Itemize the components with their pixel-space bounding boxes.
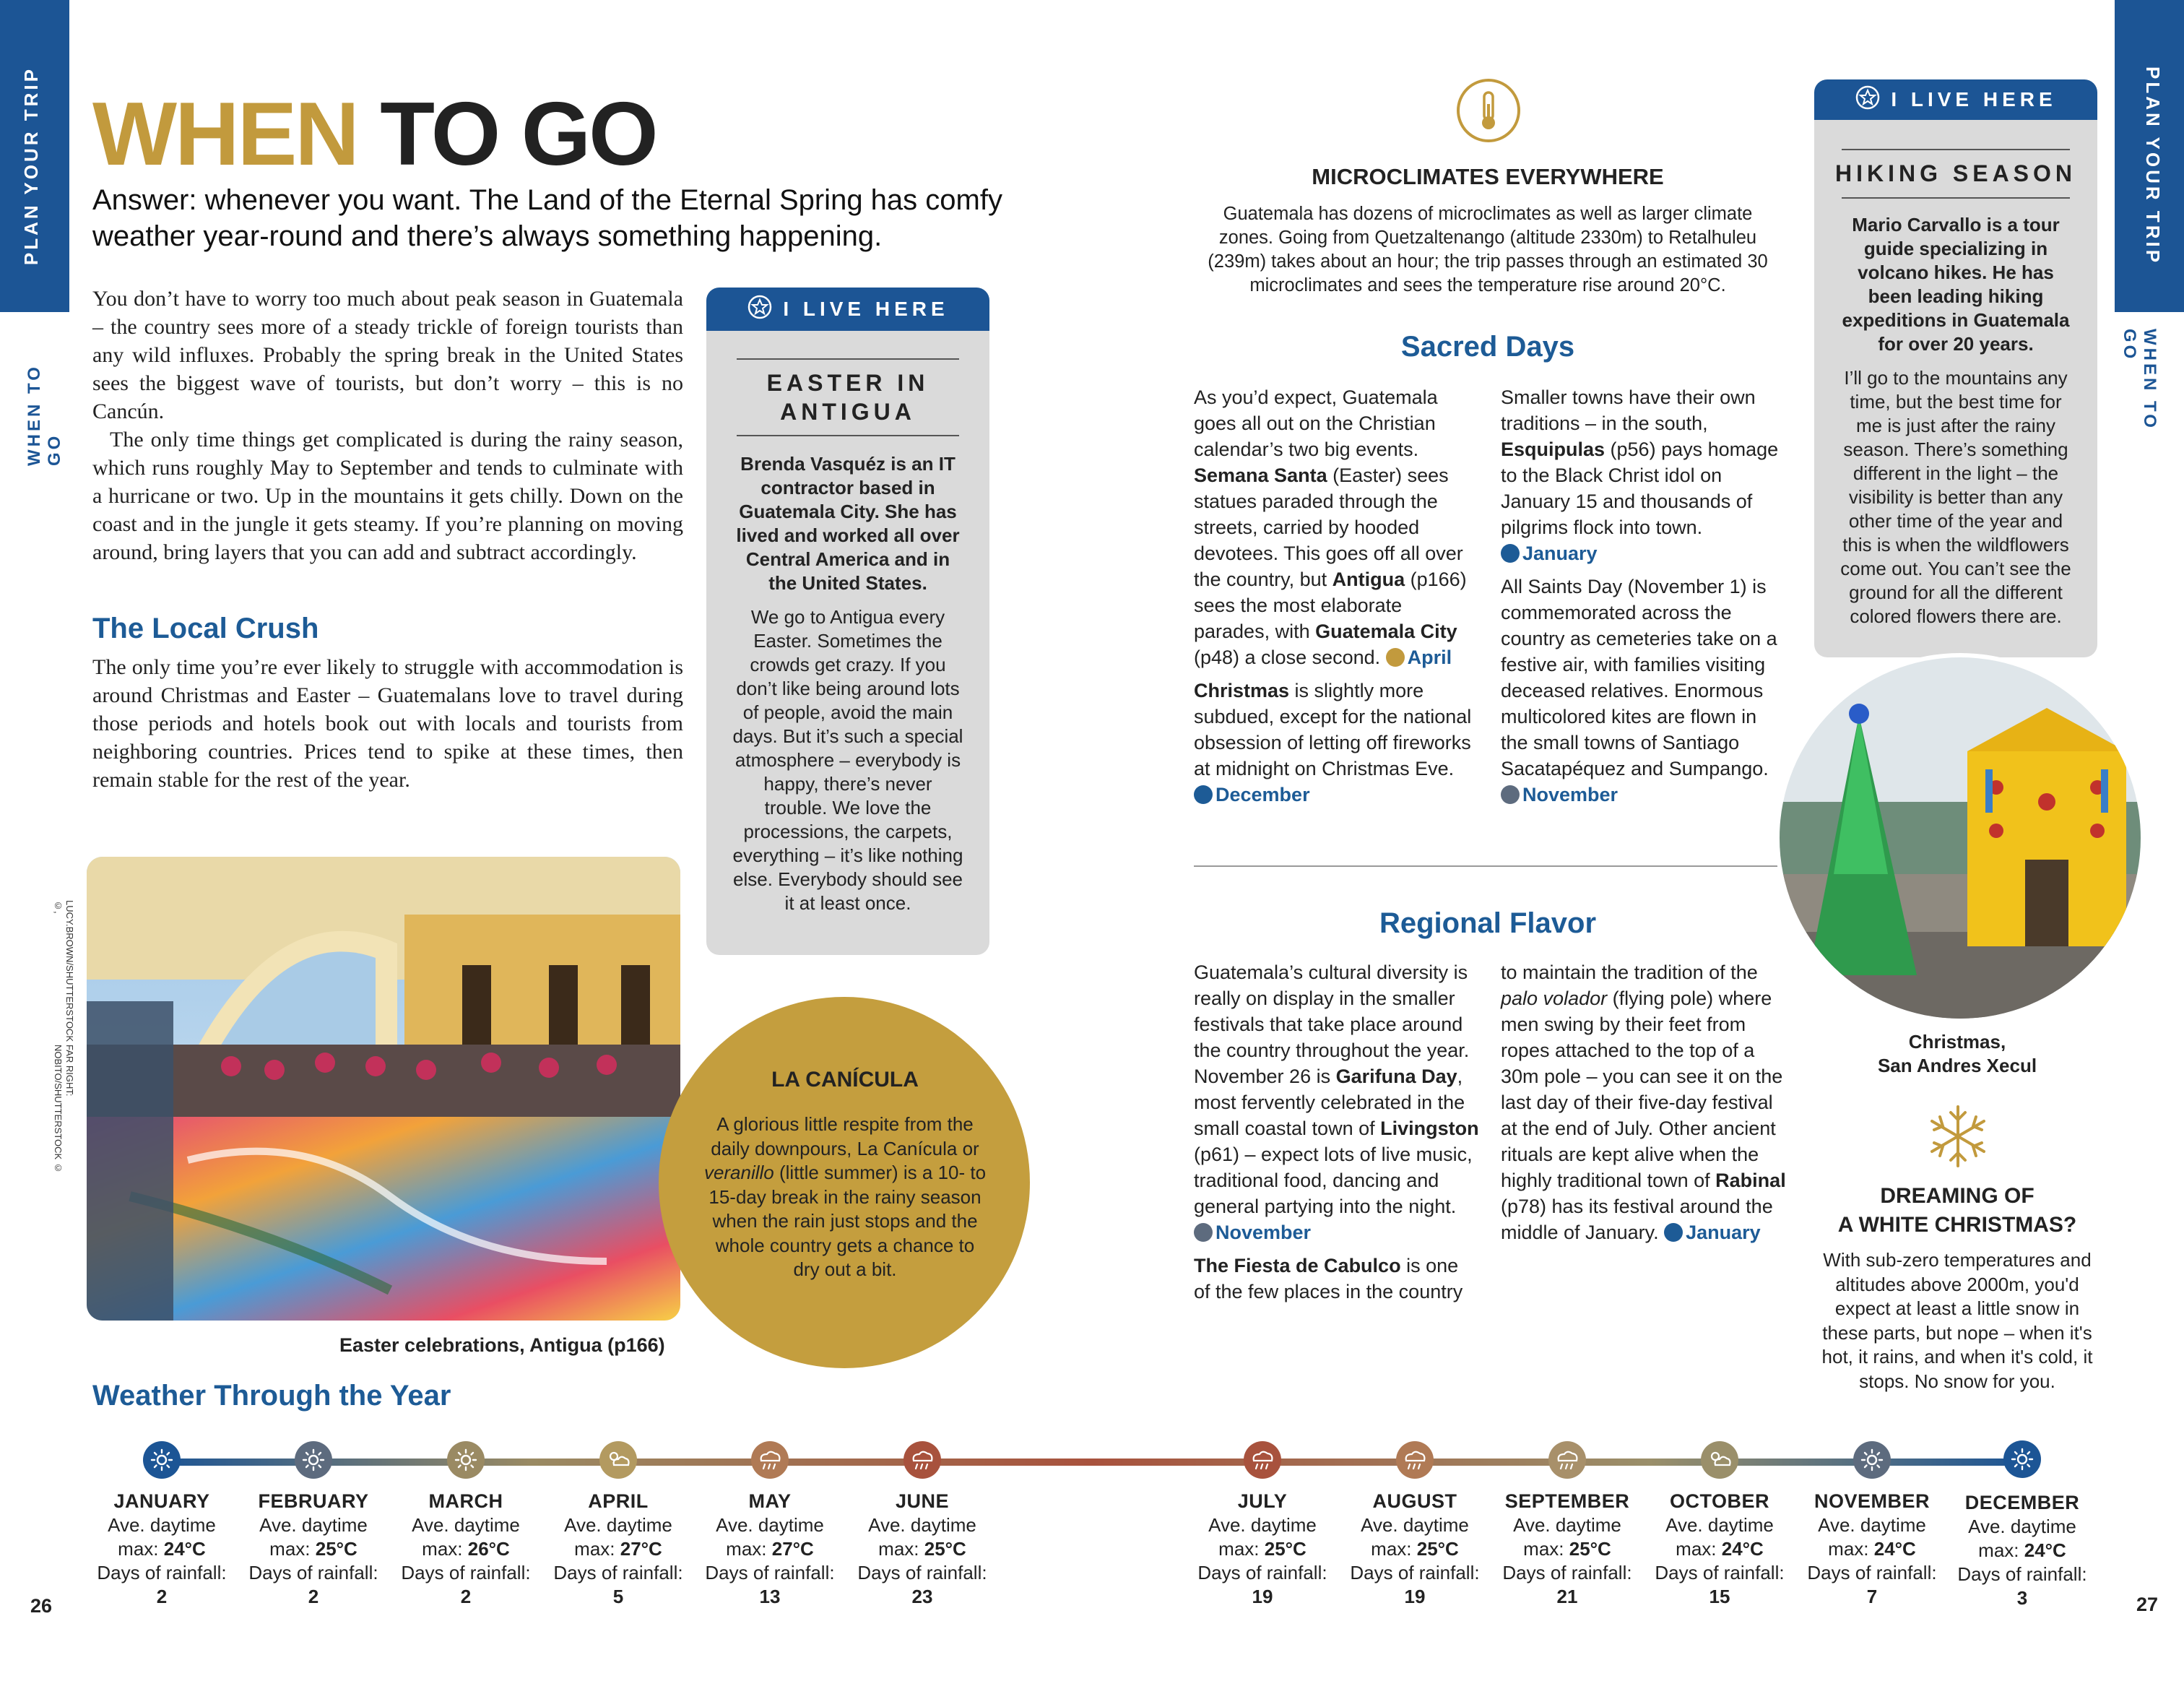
page-title: WHEN TO GO: [92, 85, 656, 184]
sun-icon: [454, 1448, 478, 1472]
month-name: DECEMBER: [1964, 1492, 2080, 1513]
live-here-title-1: EASTER IN ANTIGUA: [766, 370, 930, 425]
max-label: Ave. daytime: [1665, 1514, 1774, 1536]
sun-icon: [1194, 785, 1213, 804]
max-label: Ave. daytime: [412, 1514, 520, 1536]
weather-month-may: [698, 1490, 842, 1609]
month-name: AUGUST: [1372, 1490, 1457, 1512]
max-label: Ave. daytime: [259, 1514, 368, 1536]
weather-node-september: [1548, 1441, 1586, 1479]
live-here-bio-2: Mario Carvallo is a tour guide specializing in volcano hikes. He has been leading hiking expeditions in Guatemala for over 20 years.: [1842, 214, 2070, 355]
live-here-bio-1: Brenda Vasquéz is an IT contractor based in Guatemala City. She has lived and worked all over Central America and in the United States.: [736, 453, 960, 594]
rain-cloud-icon: [1402, 1448, 1428, 1472]
rain-label: Days of rainfall:: [1502, 1562, 1632, 1583]
rain-cloud-icon: [1249, 1448, 1275, 1472]
weather-month-july: [1190, 1490, 1335, 1609]
intro-text: [92, 285, 683, 566]
max-temp: max: 26°C: [422, 1538, 510, 1560]
sun-icon: [2010, 1447, 2034, 1472]
section-label-left: WHEN TO GO: [25, 364, 64, 466]
month-name: JUNE: [895, 1490, 950, 1512]
weather-timeline: [159, 1456, 2024, 1464]
weather-month-april: [546, 1490, 690, 1609]
rain-label: Days of rainfall:: [1957, 1563, 2087, 1585]
sun-icon: [1664, 1223, 1683, 1242]
weather-month-june: [850, 1490, 994, 1609]
rain-days: 5: [612, 1586, 624, 1607]
intro-paragraph-1: You don’t have to worry too much about peak season in Guatemala – the country sees more of a steady trickle of foreign tourists than any wild influxes. Probably the spring break in the United States sees the biggest wave of tourists, but don’t worry – this is no Cancún.: [92, 287, 683, 423]
regional-flavor-paragraph-2: The Fiesta de Cabulco is one of the few places in the country: [1194, 1255, 1463, 1302]
page-number-right: 27: [2136, 1594, 2158, 1615]
photo-caption-left: Easter celebrations, Antigua (p166): [339, 1334, 665, 1356]
weather-node-july: [1244, 1441, 1281, 1479]
rain-label: Days of rainfall:: [553, 1562, 683, 1583]
sacred-days-heading: Sacred Days: [1400, 331, 1575, 363]
max-label: Ave. daytime: [868, 1514, 976, 1536]
rain-cloud-icon: [757, 1448, 783, 1472]
weather-heading: Weather Through the Year: [92, 1380, 451, 1412]
weather-node-november: [1853, 1441, 1891, 1479]
month-name: SEPTEMBER: [1504, 1490, 1630, 1512]
max-temp: max: 25°C: [269, 1538, 358, 1560]
weather-month-august: [1343, 1490, 1487, 1609]
rain-label: Days of rainfall:: [705, 1562, 835, 1583]
weather-node-october: [1701, 1441, 1738, 1479]
rain-cloud-icon: [1554, 1448, 1580, 1472]
section-label-right: WHEN TO GO: [2120, 329, 2159, 431]
page-number-left: 26: [30, 1595, 53, 1617]
sun-icon: [1501, 785, 1520, 804]
rain-days: 2: [156, 1586, 168, 1607]
max-temp: max: 24°C: [1978, 1539, 2066, 1561]
max-temp: max: 25°C: [878, 1538, 966, 1560]
rain-days: 19: [1252, 1586, 1273, 1607]
white-christmas-text: With sub-zero temperatures and altitudes above 2000m, you'd expect at least a little snow in these parts, but nope – when it's hot, it rains, and when it's cold, it stops. No snow for you.: [1821, 1249, 2093, 1392]
sun-icon: [1860, 1448, 1884, 1472]
weather-node-may: [751, 1441, 789, 1479]
partly-cloudy-icon: [1707, 1448, 1733, 1472]
rain-label: Days of rainfall:: [97, 1562, 227, 1583]
sun-icon: [1501, 544, 1520, 563]
photo-credit: LUCY.BROWN/SHUTTERSTOCK ©, FAR RIGHT: NOBITO/SHUTTERSTOCK ©: [53, 900, 75, 1173]
partly-cloudy-icon: [1386, 648, 1405, 667]
snowflake-icon: [1925, 1104, 1990, 1169]
live-here-title-2: HIKING SEASON: [1834, 160, 2077, 186]
rain-days: 2: [460, 1586, 472, 1607]
rain-label: Days of rainfall:: [248, 1562, 378, 1583]
photo-caption-right: Christmas, San Andres Xecul: [1877, 1031, 2037, 1076]
weather-node-august: [1396, 1441, 1434, 1479]
max-temp: max: 27°C: [726, 1538, 814, 1560]
lede: Answer: whenever you want. The Land of the Eternal Spring has comfy weather year-round and there’s always something happening.: [92, 184, 1002, 252]
max-label: Ave. daytime: [564, 1514, 672, 1536]
sun-icon: [301, 1448, 326, 1472]
partly-cloudy-icon: [605, 1448, 631, 1472]
max-label: Ave. daytime: [1968, 1516, 2076, 1537]
max-temp: max: 24°C: [1676, 1538, 1764, 1560]
max-temp: max: 25°C: [1218, 1538, 1306, 1560]
live-here-header-2: I LIVE HERE: [1814, 79, 2097, 120]
rain-days: 23: [911, 1586, 933, 1607]
rain-label: Days of rainfall:: [1197, 1562, 1327, 1583]
christmas-photo: [1775, 653, 2145, 1023]
max-label: Ave. daytime: [1818, 1514, 1926, 1536]
sun-icon: [150, 1448, 174, 1472]
la-canicula-text: A glorious little respite from the daily downpours, La Canícula or veranillo (little summer) is a 10- to 15-day break in the rainy season when the rain just stops and the whole country gets a chance to dry out a bit.: [703, 1113, 987, 1280]
rain-days: 21: [1556, 1586, 1578, 1607]
month-name: APRIL: [588, 1490, 649, 1512]
max-label: Ave. daytime: [1361, 1514, 1469, 1536]
divider: [1194, 865, 1788, 867]
weather-month-february: [241, 1490, 386, 1609]
max-temp: max: 25°C: [1523, 1538, 1611, 1560]
rain-days: 19: [1404, 1586, 1426, 1607]
sacred-days-col-2: [1501, 384, 1788, 808]
weather-month-december: [1950, 1491, 2094, 1610]
side-tab-right-label: PLAN YOUR TRIP: [2142, 66, 2164, 266]
max-temp: max: 25°C: [1371, 1538, 1459, 1560]
rain-cloud-icon: [909, 1448, 935, 1472]
weather-node-january: [143, 1441, 181, 1479]
local-crush-heading: The Local Crush: [92, 613, 319, 644]
max-label: Ave. daytime: [1208, 1514, 1317, 1536]
intro-paragraph-2: The only time things get complicated is during the rainy season, which runs roughly May to September and tends to culminate with a hurricane or two. Up in the mountains it gets chilly. Down on the coast and in the jungle it gets steamy. If you’re planning on moving around, bring layers that you can add and subtract accordingly.: [92, 428, 683, 564]
sacred-days-paragraph-3: Smaller towns have their own traditions – in the south, Esquipulas (p56) pays homage to the Black Christ idol on January 15 and thousands of pilgrims flock into town. January: [1501, 386, 1779, 564]
month-name: FEBRUARY: [258, 1490, 369, 1512]
live-here-header-1: I LIVE HERE: [706, 288, 989, 331]
month-name: NOVEMBER: [1814, 1490, 1930, 1512]
max-label: Ave. daytime: [1513, 1514, 1621, 1536]
rain-days: 13: [759, 1586, 781, 1607]
rain-label: Days of rainfall:: [857, 1562, 987, 1583]
weather-month-january: [90, 1490, 234, 1609]
thermometer-icon: [1456, 78, 1521, 143]
rain-label: Days of rainfall:: [1807, 1562, 1937, 1583]
weather-month-march: [394, 1490, 538, 1609]
weather-month-november: [1800, 1490, 1944, 1609]
max-temp: max: 24°C: [118, 1538, 206, 1560]
sacred-days-col-1: [1194, 384, 1477, 808]
month-name: JULY: [1237, 1490, 1288, 1512]
la-canicula-title: LA CANÍCULA: [771, 1068, 919, 1092]
max-temp: max: 24°C: [1828, 1538, 1916, 1560]
rain-days: 15: [1709, 1586, 1730, 1607]
side-tab-left-label: PLAN YOUR TRIP: [20, 66, 42, 266]
regional-flavor-paragraph-1: Guatemala’s cultural diversity is really on display in the smaller festivals that take place around the country throughout the year. November 26 is Garifuna Day, most fervently celebrated in the small coastal town of Livingston (p61) – expect lots of live music, traditional food, dancing and general partying into the night. November: [1194, 962, 1479, 1243]
max-temp: max: 27°C: [574, 1538, 662, 1560]
sacred-days-paragraph-4: All Saints Day (November 1) is commemorated across the country as cemeteries take on a festive air, with families visiting deceased relatives. Enormous multicolored kites are flown in the small towns of Santiago Sacatapéquez and Sumpango. November: [1501, 576, 1777, 805]
star-badge-icon: [1855, 85, 1881, 116]
weather-month-october: [1647, 1490, 1792, 1609]
easter-photo: [87, 857, 680, 1321]
weather-node-march: [447, 1441, 485, 1479]
max-label: Ave. daytime: [108, 1514, 216, 1536]
microclimates-title: MICROCLIMATES EVERYWHERE: [1312, 164, 1664, 189]
live-here-box-2: [1814, 79, 2097, 657]
sacred-days-paragraph-1: As you’d expect, Guatemala goes all out on the Christian calendar’s two big events. Semana Santa (Easter) sees statues paraded through the streets, carried by hooded devotees. This goes off all over the country, but Antigua (p166) sees the most elaborate parades, with Guatemala City (p48) a close second. April: [1194, 386, 1467, 668]
live-here-quote-1: We go to Antigua every Easter. Sometimes the crowds get crazy. If you don’t like being around lots of people, avoid the main days. But it’s such a special atmosphere – everybody is happy, there’s never trouble. We love the processions, the carpets, everything – it’s like nothing else. Everybody should see it at least once.: [732, 606, 963, 914]
white-christmas-title: DREAMING OF A WHITE CHRISTMAS?: [1837, 1184, 2077, 1237]
rain-days: 2: [308, 1586, 319, 1607]
microclimates-text: Guatemala has dozens of microclimates as well as larger climate zones. Going from Quetzaltenango (altitude 2330m) to Retalhuleu (239m) takes about an hour; the trip passes through an estimated 30 microclimates and sees the temperature rise around 20°C.: [1208, 204, 1768, 295]
weather-node-april: [599, 1441, 637, 1479]
sacred-days-paragraph-2: Christmas is slightly more subdued, except for the national obsession of letting off fireworks at midnight on Christmas Eve. December: [1194, 680, 1472, 805]
local-crush-text: The only time you’re ever likely to struggle with accommodation is around Christmas and Easter – Guatemalans love to travel during those periods and hotels book out with locals and tourists from neighboring countries. Prices tend to spike at these times, then remain stable for the rest of the year.: [92, 655, 683, 792]
regional-flavor-heading: Regional Flavor: [1379, 907, 1597, 939]
rain-label: Days of rainfall:: [1655, 1562, 1785, 1583]
month-name: OCTOBER: [1669, 1490, 1769, 1512]
rain-days: 3: [2016, 1587, 2028, 1609]
live-here-quote-2: I’ll go to the mountains any time, but the best time for me is just after the rainy season. There’s something different in the light – the visibility is better than any other time of the year and this is when the wildflowers come out. You can’t see the ground for all the different colored flowers there are.: [1840, 367, 2071, 627]
month-name: MAY: [748, 1490, 792, 1512]
rain-label: Days of rainfall:: [401, 1562, 531, 1583]
weather-node-december: [2003, 1440, 2041, 1478]
rain-days: 7: [1866, 1586, 1878, 1607]
weather-node-june: [904, 1441, 941, 1479]
sun-icon: [1194, 1223, 1213, 1242]
month-name: MARCH: [428, 1490, 503, 1512]
star-badge-icon: [747, 294, 773, 325]
weather-month-september: [1495, 1490, 1639, 1609]
weather-node-february: [295, 1441, 332, 1479]
max-label: Ave. daytime: [716, 1514, 824, 1536]
regional-flavor-col-1: [1194, 959, 1479, 1305]
month-name: JANUARY: [113, 1490, 210, 1512]
regional-flavor-col-2: to maintain the tradition of the palo volador (flying pole) where men swing by their feet from ropes attached to the top of a 30m pole – you can see it on the last day of their five-day festival at the end of July. Other ancient rituals are kept alive when the highly traditional town of Rabinal (p78) has its festival around the middle of January. January: [1501, 962, 1786, 1243]
live-here-box-1: [706, 288, 989, 955]
rain-label: Days of rainfall:: [1350, 1562, 1480, 1583]
